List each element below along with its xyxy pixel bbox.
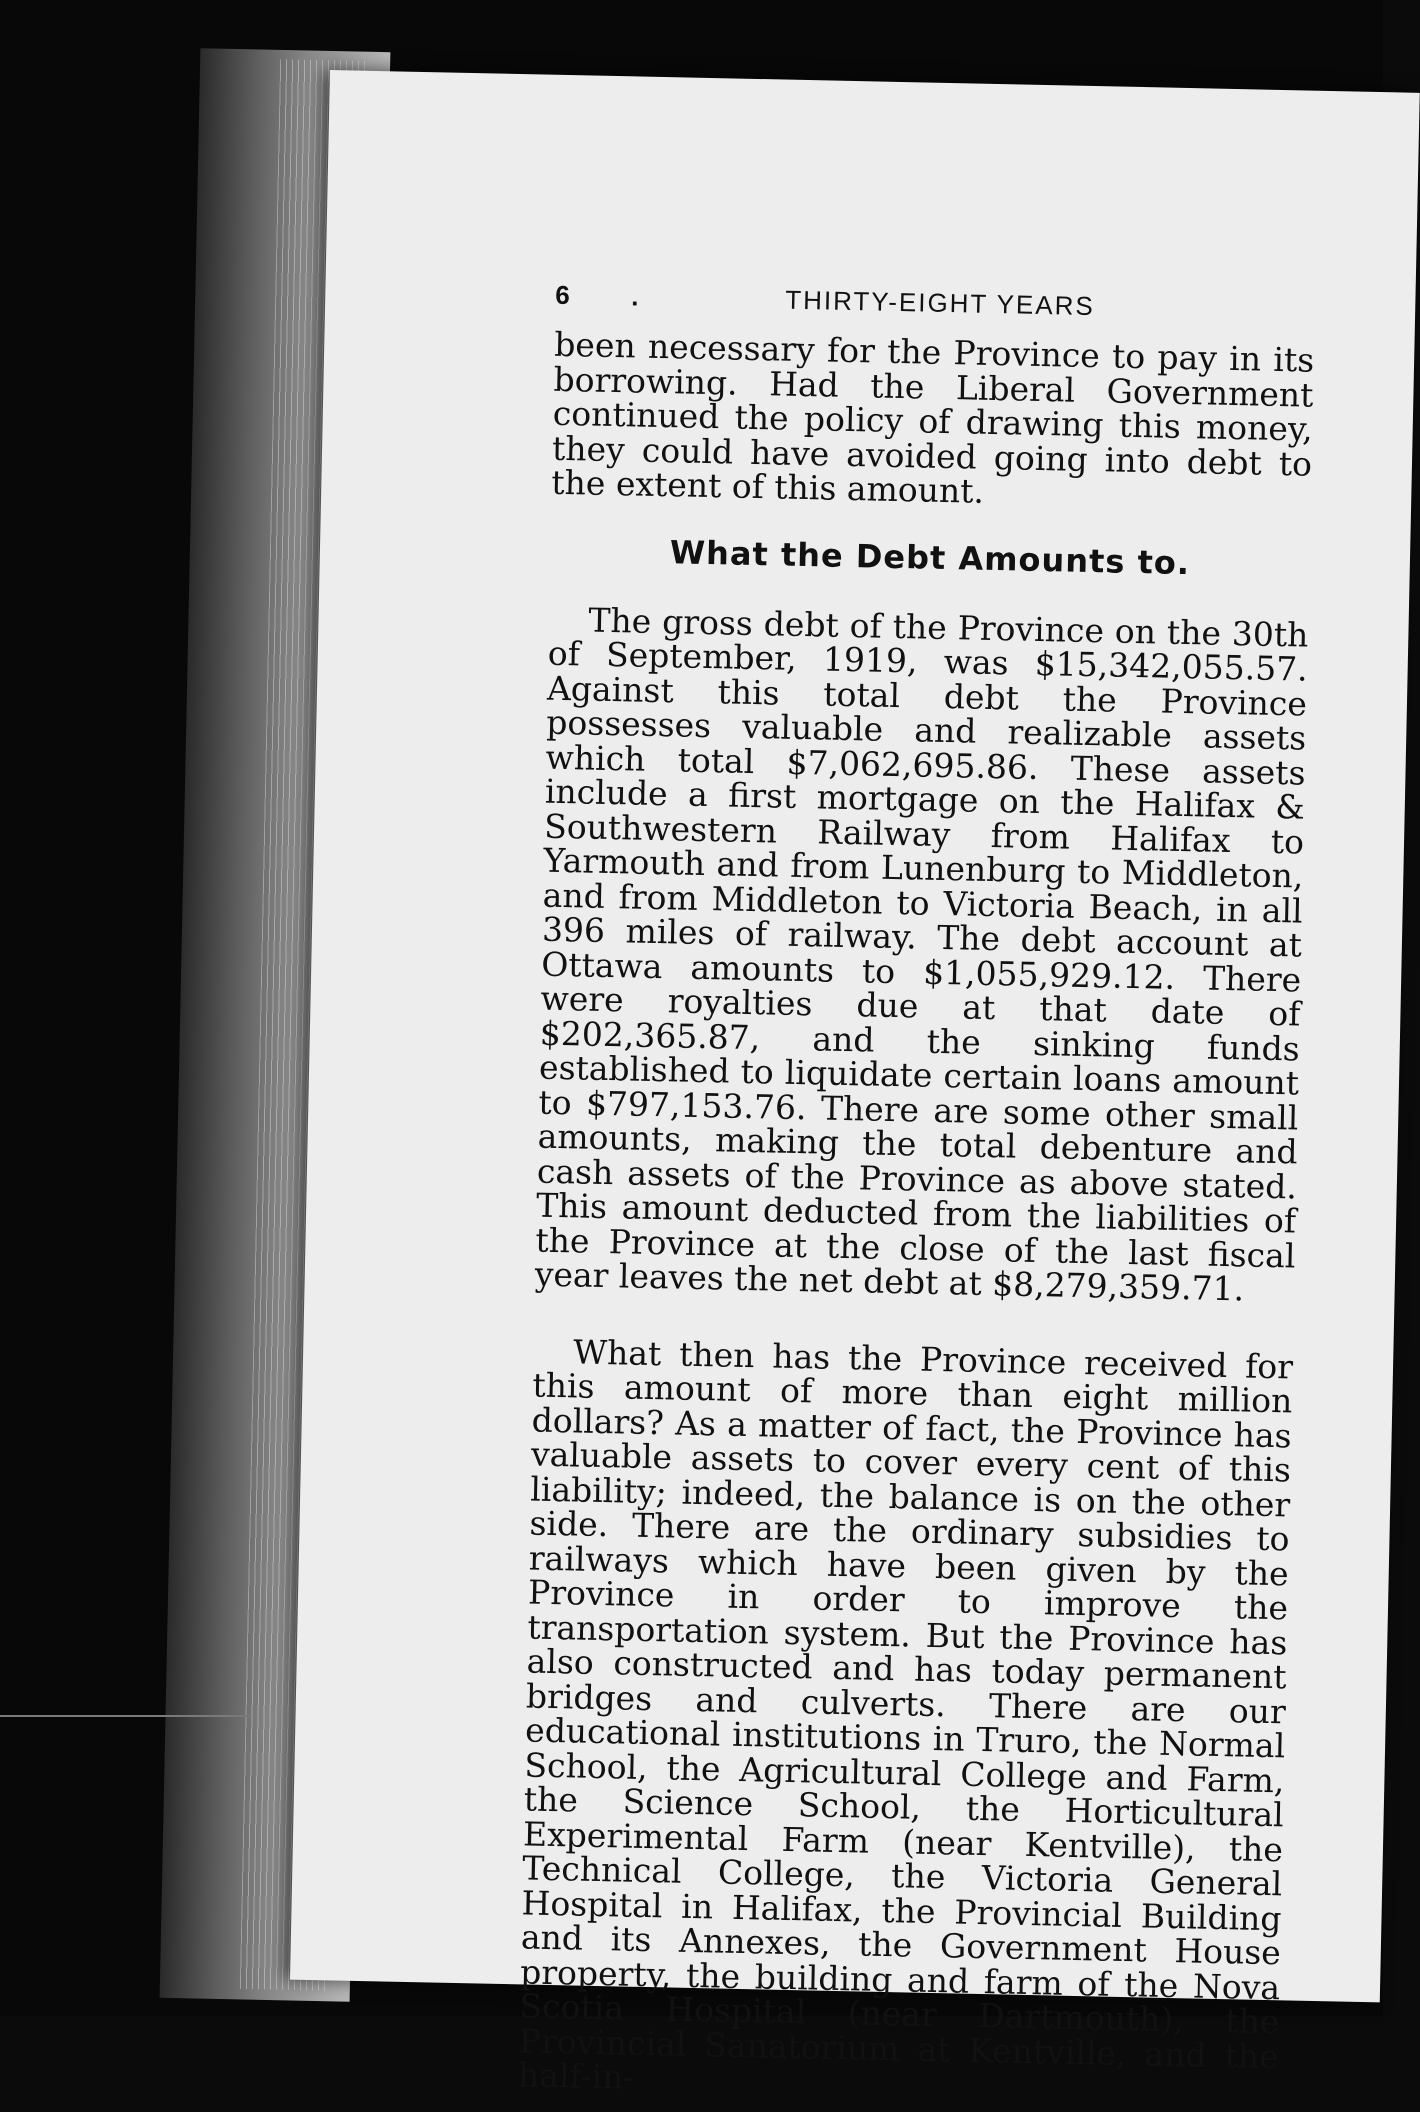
paragraph-continuation: been necessary for the Province to pay in its borrowing. Had the Liberal Government continued the policy of drawing this money, they could have avoided going into debt to the extent of this amount. xyxy=(551,324,1315,511)
book-page xyxy=(290,70,1420,2097)
margin-artifact-line xyxy=(0,1715,250,1717)
section-heading: What the Debt Amounts to. xyxy=(669,532,1191,582)
page-number: 6 xyxy=(555,279,573,311)
paragraph-province-assets: What then has the Province received for this amount of more than eight million dollars? As a matter of fact, the Province has valuable assets to cover every cent of this liability; indeed, the balance is on the other side. There are the ordinary subsidies to railways which have been given by the Province in order to improve the transportation system. But the Province has also constructed and has today permanent bridges and culverts. There are our educational institutions in Truro, the Normal School, the Agricultural College and Farm, the Science School, the Horticultural Experimental Farm (near Kentville), the Technical College, the Victoria General Hospital in Halifax, the Provincial Building and its Annexes, the Government House property, the building and farm of the Nova Scotia Hospital (near Dartmouth), the Provincial Sanatorium at Kentville, and the half-in- xyxy=(517,1331,1294,2097)
running-head-separator: . xyxy=(631,281,641,312)
running-head-title: THIRTY-EIGHT YEARS xyxy=(784,284,1096,322)
text-block xyxy=(518,280,1316,2109)
paragraph-gross-debt: The gross debt of the Province on the 30th of September, 1919, was $15,342,055.57. Against this total debt the Province possesses valuable and realizable assets which total $7,062,695.86. These assets include a first mortgage on the Halifax & Southwestern Railway from Halifax to Yarmouth and from Lunenburg to Middleton, and from Middleton to Victoria Beach, in all 396 miles of railway. The debt account at Ottawa amounts to $1,055,929.12. There were royalties due at that date of $202,365.87, and the sinking funds established to liquidate certain loans amount to $797,153.76. There are some other small amounts, making the total debenture and cash assets of the Province as above stated. This amount deducted from the liabilities of the Province at the close of the last fiscal year leaves the net debt at $8,279,359.71. xyxy=(534,600,1309,1309)
